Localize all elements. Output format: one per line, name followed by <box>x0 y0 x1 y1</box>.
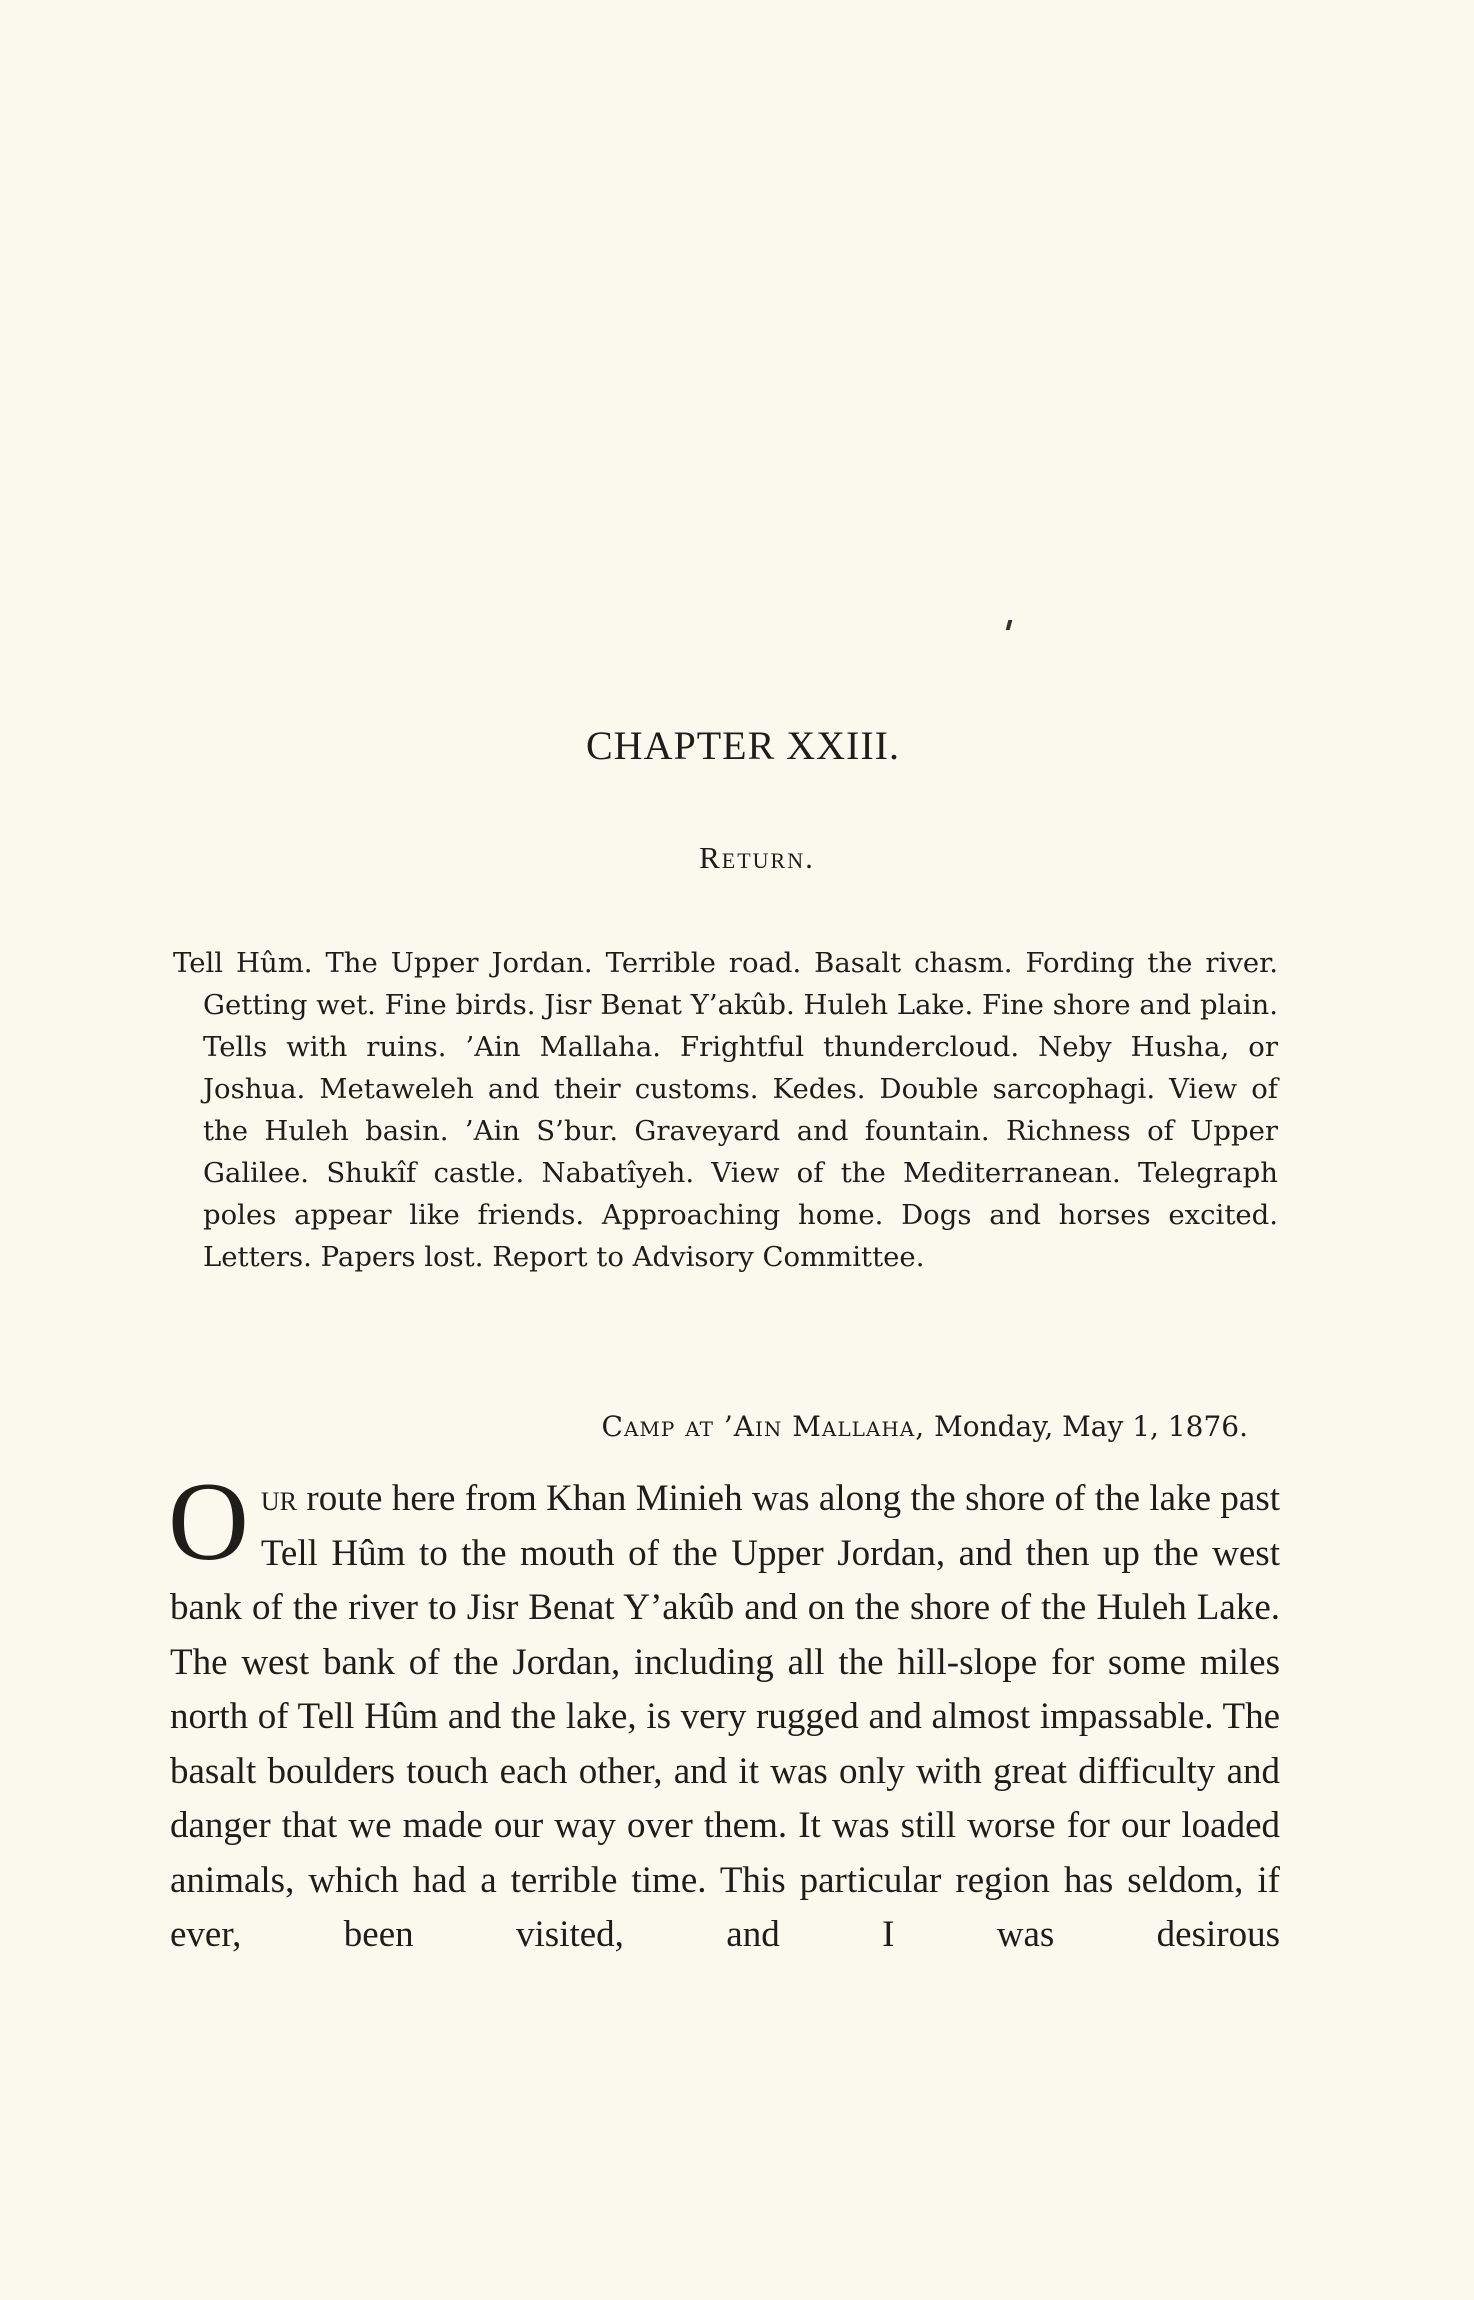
chapter-title: CHAPTER XXIII. <box>586 723 900 768</box>
first-word: ur <box>260 1478 298 1519</box>
chapter-synopsis: Tell Hûm. The Upper Jordan. Terrible road. Basalt chasm. Fording the river. Getting wet. Fine birds. Jisr Benat Y’akûb. Huleh Lake. Fine shore and plain. Tells with ruins. ’Ain Mallaha. Frightful thundercloud. Neby Husha, or Joshua. Metaweleh and their customs. Kedes. Double sarcophagi. View of the Huleh basin. ’Ain S’bur. Graveyard and fountain. Richness of Upper Galilee. Shukîf castle. Nabatîyeh. View of the Mediterranean. Telegraph poles appear like friends. Approaching home. Dogs and horses excited. Letters. Papers lost. Report to Advisory Committee. <box>173 947 1278 1273</box>
body-paragraph <box>168 1460 1280 1963</box>
chapter-subtitle: Return. <box>699 840 815 875</box>
dateline-date: Monday, May 1, 1876. <box>934 1410 1248 1443</box>
dateline-place: Camp at ’Ain Mallaha, <box>601 1410 926 1443</box>
dateline <box>602 1410 1248 1443</box>
stray-ink-mark <box>1006 620 1013 630</box>
body-text: route here from Khan Minieh was along the shore of the lake past Tell Hûm to the mouth of the Upper Jordan, and then up the west bank of the river to Jisr Benat Y’akûb and on the shore of the Huleh Lake. The west bank of the Jordan, including all the hill-slope for some miles north of Tell Hûm and the lake, is very rugged and almost impassable. The basalt boulders touch each other, and it was only with great difficulty and danger that we made our way over them. It was still worse for our loaded animals, which had a terrible time. This particular region has seldom, if ever, been visited, and I was desirous <box>170 1478 1280 1955</box>
drop-cap: O <box>168 1460 249 1584</box>
